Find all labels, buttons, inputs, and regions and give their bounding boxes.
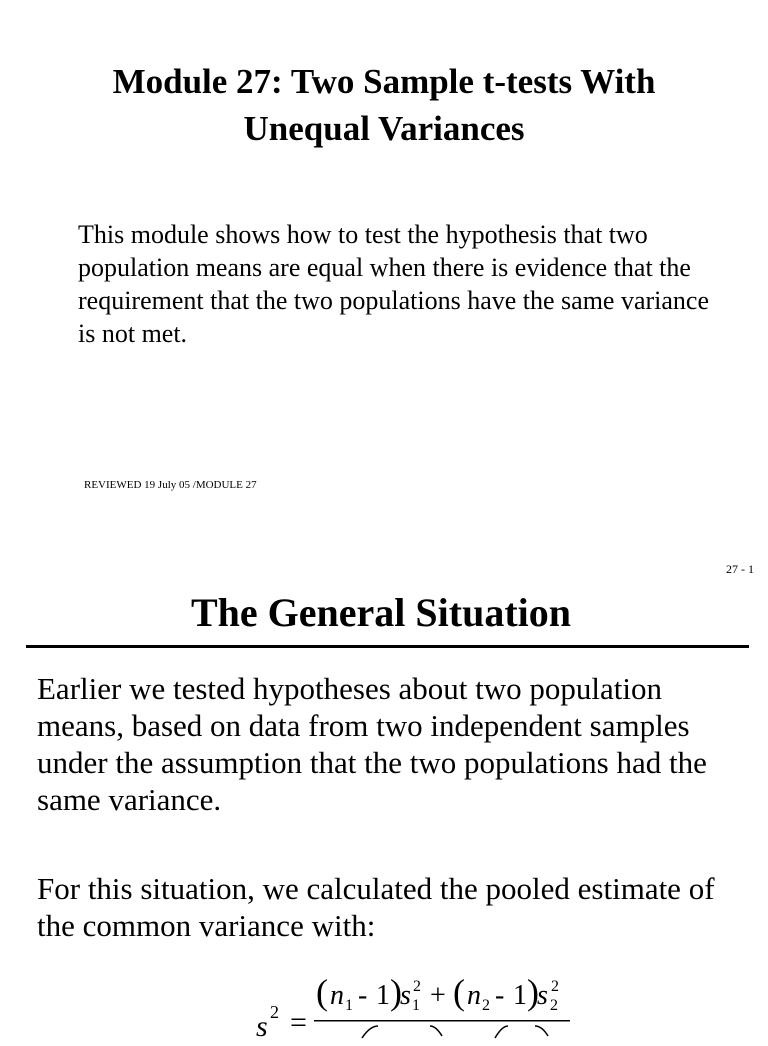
n2-letter: n — [467, 980, 481, 1011]
module-title — [0, 58, 768, 152]
minus-2: - — [495, 980, 505, 1011]
paren-open-1: ( — [316, 972, 328, 1012]
denominator-bracket-left — [362, 1026, 378, 1038]
n1-letter: n — [330, 980, 344, 1011]
s1-letter: s — [400, 980, 411, 1011]
body-paragraph-earlier-tests: Earlier we tested hypotheses about two population means, based on data from two independent samples under the assumption that the two populations had the same variance. — [37, 671, 707, 817]
paren-close-1: ) — [390, 972, 402, 1012]
paren-open-2: ( — [453, 972, 465, 1012]
s2-letter: s — [537, 980, 548, 1011]
denominator-bracket-mid — [430, 1026, 442, 1036]
one-2: 1 — [513, 980, 527, 1011]
minus-1: - — [358, 980, 368, 1011]
n1-subscript: 1 — [345, 997, 353, 1014]
reviewed-note: REVIEWED 19 July 05 /MODULE 27 — [84, 479, 257, 491]
module-title-line-2: Unequal Variances — [243, 109, 525, 148]
title-divider — [26, 645, 749, 648]
n2-subscript: 2 — [482, 997, 490, 1014]
denominator-bracket-mid-2 — [495, 1026, 508, 1038]
one-1: 1 — [376, 980, 390, 1011]
body-paragraph-pooled-estimate: For this situation, we calculated the pooled estimate of the common variance with: — [37, 871, 715, 943]
lhs-exponent: 2 — [270, 1002, 279, 1022]
module-intro-paragraph: This module shows how to test the hypothesis that two population means are equal when there is evidence that the requirement that the two populations have the same variance is not met. — [78, 220, 709, 348]
s1-subscript: 1 — [412, 997, 420, 1014]
paren-close-2: ) — [527, 972, 539, 1012]
equals-sign: = — [290, 1006, 307, 1039]
s2-subscript: 2 — [550, 997, 558, 1014]
plus-sign: + — [430, 980, 446, 1011]
lhs-s: s — [256, 1010, 268, 1043]
slide-title: The General Situation — [190, 590, 572, 635]
denominator-bracket-right — [535, 1026, 548, 1036]
module-title-line-1: Module 27: Two Sample t-tests With — [112, 62, 656, 101]
s2-exponent: 2 — [551, 978, 559, 995]
fraction-bar — [314, 1020, 570, 1022]
s1-exponent: 2 — [413, 978, 421, 995]
page-number: 27 - 1 — [726, 562, 754, 576]
pooled-variance-formula — [250, 966, 590, 1043]
